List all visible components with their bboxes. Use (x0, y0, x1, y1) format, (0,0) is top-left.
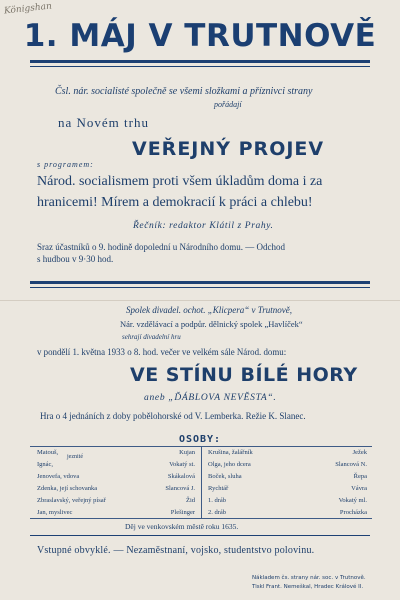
cast-actor: Skákalová (167, 473, 195, 480)
cast-role: 1. dráb (208, 497, 227, 504)
play-description: Hra o 4 jednáních z doby pobělohorské od V. Lemberka. Režie K. Slanec. (40, 411, 306, 421)
cast-role: Krušina, žalářník (208, 449, 253, 456)
cast-role: Olga, jeho dcera (208, 461, 251, 468)
poster-title: 1. MÁJ V TRUTNOVĚ (23, 18, 377, 54)
publisher: Nákladem čs. strany nár. soc. v Trutnově. (252, 575, 366, 581)
middle-rule-thin (30, 287, 370, 288)
cast-left-note: jeznité (67, 454, 83, 460)
cast-role: 2. dráb (208, 509, 227, 516)
cast-role: Zdenka, její schovanka (37, 485, 98, 492)
cast-role: Zbraslavský, veřejný písař (37, 497, 106, 504)
cast-actor: Vokatý ml. (338, 497, 367, 504)
cast-actor: Vávra (351, 485, 367, 492)
cast-actor: Plešinger (170, 509, 195, 516)
fold-crease (0, 300, 400, 301)
bottom-rule (30, 535, 370, 536)
performance-date: v pondělí 1. května 1933 o 8. hod. večer ve velkém sále Národ. domu: (37, 347, 287, 357)
cast-actor: Procházka (339, 509, 367, 516)
event-place: na Novém trhu (58, 115, 149, 130)
event-name: VEŘEJNÝ PROJEV (132, 138, 325, 160)
cast-actor: Slancová J. (165, 485, 195, 492)
cast-role: Boček, sluha (208, 473, 242, 480)
cast-actor: Slancová N. (335, 461, 367, 468)
printer: Tiskl Frant. Nemeškal, Hradec Králové II. (252, 584, 364, 590)
club-line-1: Spolek divadel. ochot. „Klicpera“ v Trutnově, (126, 305, 292, 315)
play-setting: Děj ve venkovském městě roku 1635. (125, 522, 239, 531)
slogan-line-2: hranicemi! Mírem a demokracií k práci a chlebu! (37, 195, 313, 210)
top-rule-thick (30, 60, 370, 63)
cast-actor: Žid (185, 497, 195, 504)
meeting-line-2: s hudbou v 9·30 hod. (37, 254, 114, 264)
speaker: Řečník: redaktor Klátil z Prahy. (133, 221, 274, 231)
cast-role: Ignác, (37, 461, 54, 468)
cast-role: Rychtář (208, 485, 229, 492)
cast-role: Jan, myslivec (37, 509, 73, 516)
cast-column-separator (201, 446, 202, 518)
admission: Vstupné obvyklé. — Nezaměstnaní, vojsko, studentstvo polovinu. (37, 545, 315, 556)
club-line-3: sehrají divadelní hru (122, 333, 181, 341)
cast-role: Jenovefa, vdova (37, 473, 80, 480)
play-subtitle: aneb „ĎÁBLOVA NEVĚSTA“. (144, 393, 277, 403)
intro-line-1: Čsl. nár. socialisté společně se všemi složkami a příznivci strany (55, 86, 313, 97)
cast-role: Matouš, (37, 449, 59, 456)
intro-line-2: pořádají (214, 100, 242, 109)
cast-actor: Řepa (353, 473, 367, 480)
handwritten-note: Königshan (3, 1, 53, 17)
middle-rule-thick (30, 281, 370, 284)
cast-actor: Vokatý st. (169, 461, 195, 468)
cast-actor: Kujan (179, 449, 195, 456)
program-label: s programem: (37, 160, 94, 169)
play-title: VE STÍNU BÍLÉ HORY (130, 364, 358, 386)
cast-heading: OSOBY: (178, 434, 222, 445)
cast-actor: Ježek (352, 449, 367, 456)
club-line-2: Nár. vzdělávací a podpůr. dělnický spolek „Havlíček“ (120, 319, 303, 329)
top-rule-thin (30, 66, 370, 67)
cast-bottom-line (30, 518, 372, 519)
meeting-line-1: Sraz účastníků o 9. hodině dopolední u Národního domu. — Odchod (37, 242, 285, 252)
slogan-line-1: Národ. socialismem proti všem úkladům doma i za (37, 174, 323, 189)
